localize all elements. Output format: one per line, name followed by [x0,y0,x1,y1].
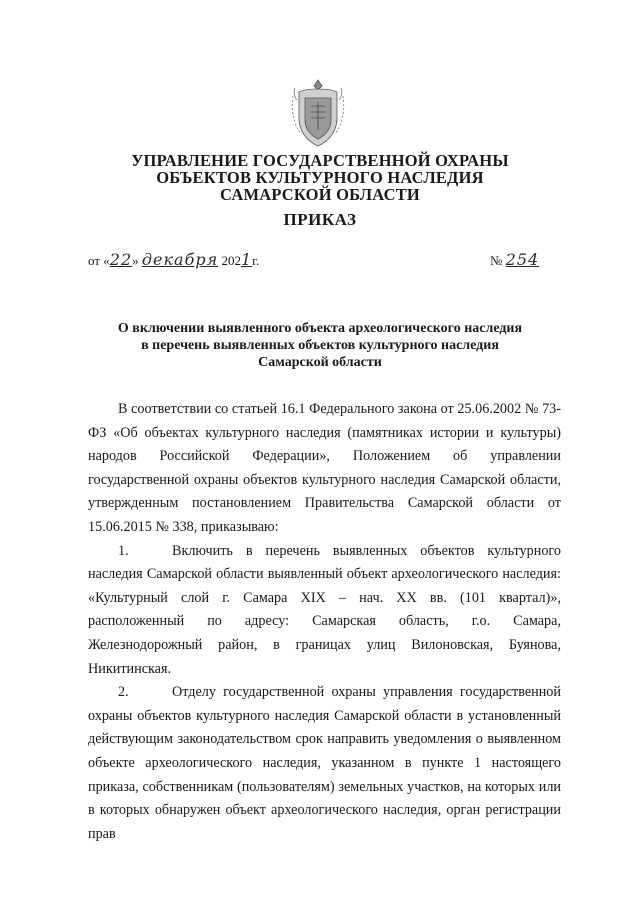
title-line-2: в перечень выявленных объектов культурного наследия [141,338,499,353]
order-number [490,250,539,269]
date-mid: » [132,253,142,268]
header-line-2: ОБЪЕКТОВ КУЛЬТУРНОГО НАСЛЕДИЯ [156,168,484,187]
number-prefix: № [490,253,503,268]
header-line-1: УПРАВЛЕНИЕ ГОСУДАРСТВЕННОЙ ОХРАНЫ [131,151,509,170]
preamble-paragraph: В соответствии со статьей 16.1 Федерального закона от 25.06.2002 № 73-ФЗ «Об объектах культурного наследия (памятниках истории и культуры) народов Российской Федерации», Положением об управлении государственной охраны объектов культурного наследия Самарской области, утвержденным постановлением Правительства Самарской области от 15.06.2015 № 338, приказываю: [88,401,561,535]
date-month: декабря [141,250,219,269]
date-year-digit: 1 [240,250,253,269]
item-number: 1. [118,542,129,559]
document-title [100,320,540,371]
list-item [88,540,561,682]
date-suffix: г. [252,253,260,268]
date-day: 22 [109,250,133,269]
item-text: Включить в перечень выявленных объектов культурного наследия Самарской области выявленный объект археологического наследия: «Культурный слой г. Самара XIX – нач. XX вв. (101 квартал)», расположенный по адресу: Самарская область, г.о. Самара, Железнодорожный район, в границах улиц Вилоновская, Буянова, Никитинская. [88,542,561,677]
list-item [88,681,561,846]
date-prefix: от « [88,253,110,268]
document-type: ПРИКАЗ [283,210,357,229]
header-line-3: САМАРСКОЙ ОБЛАСТИ [220,185,420,204]
document-body [88,398,561,846]
coat-of-arms-emblem [289,78,347,148]
number-value: 254 [505,250,540,269]
organization-header [110,152,530,203]
title-line-3: Самарской области [258,355,382,370]
item-number: 2. [118,684,129,701]
date-year-prefix: 202 [218,253,241,268]
order-date [88,250,259,269]
title-line-1: О включении выявленного объекта археологического наследия [117,321,523,336]
item-text: Отделу государственной охраны управления государственной охраны объектов культурного наследия Самарской области в установленный действующим законодательством срок направить уведомления о выявленном объекте археологического наследия, указанном в пункте 1 настоящего приказа, собственникам (пользователям) земельных участков, на которых или в которых обнаружен объект археологического наследия, орган регистрации прав [88,684,561,842]
